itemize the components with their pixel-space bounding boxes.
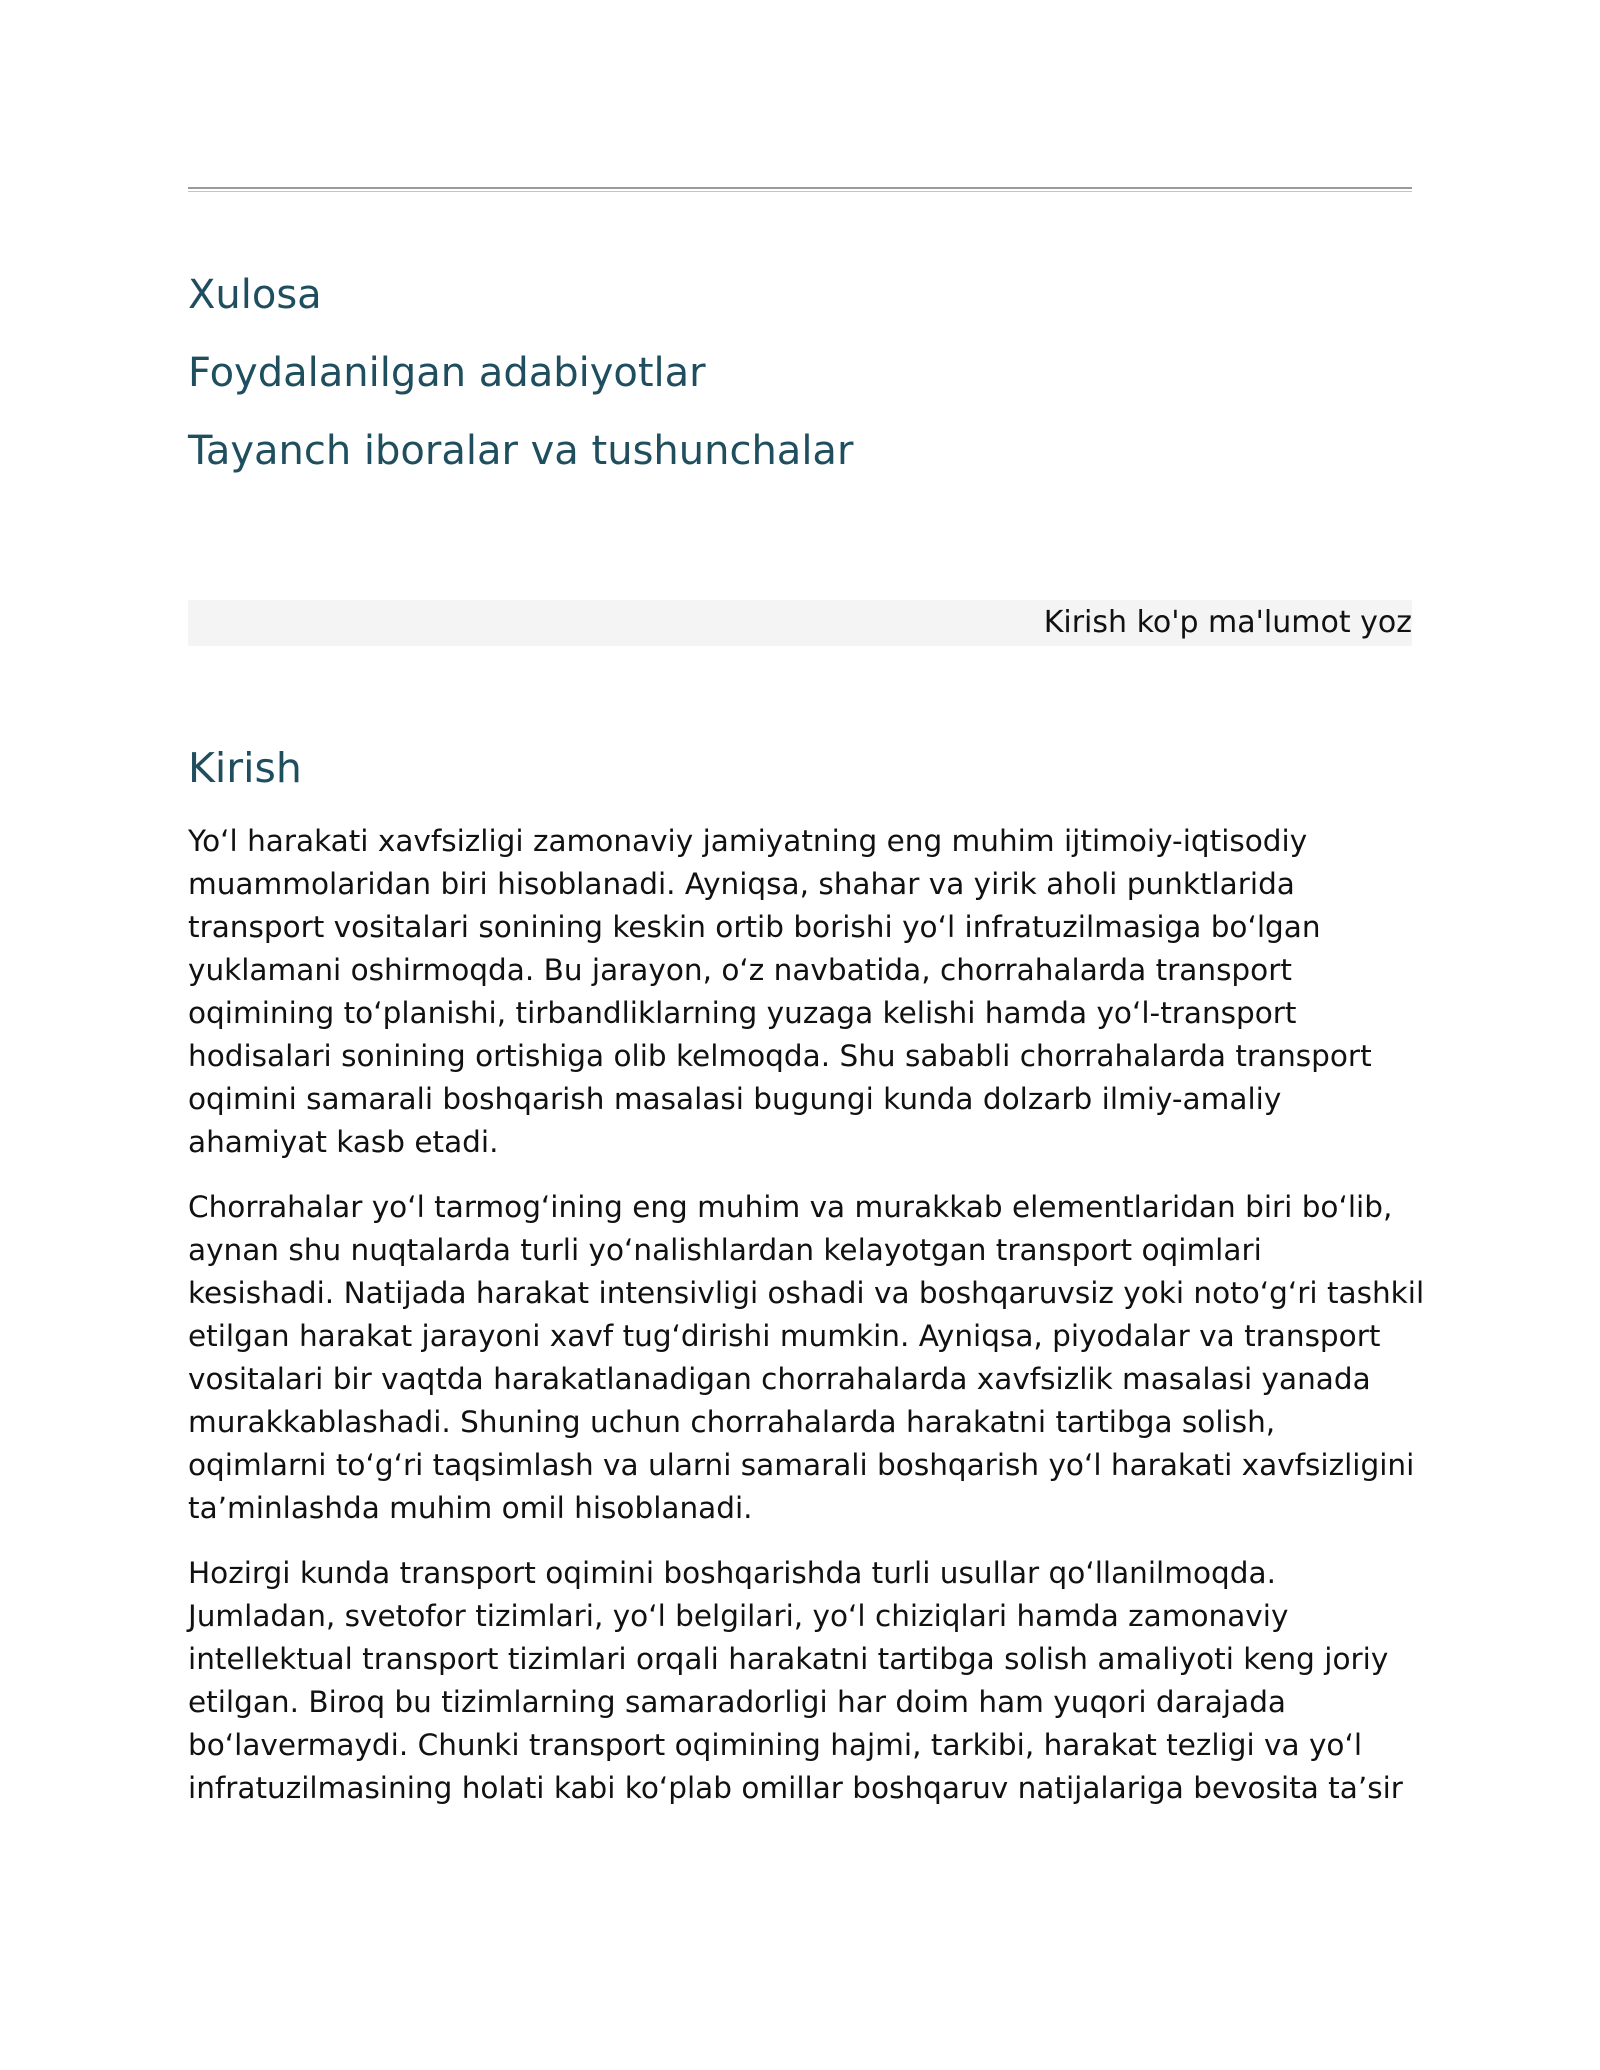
text-line: intellektual transport tizimlari orqali harakatni tartibga solish amaliyoti keng joriy bbox=[188, 1642, 1389, 1676]
text-line: vositalari bir vaqtda harakatlanadigan chorrahalarda xavfsizlik masalasi yanada bbox=[188, 1362, 1371, 1396]
text-line: etilgan. Biroq bu tizimlarning samaradorligi har doim ham yuqori darajada bbox=[188, 1685, 1287, 1719]
text-line: murakkablashadi. Shuning uchun chorrahalarda harakatni tartibga solish, bbox=[188, 1405, 1276, 1439]
toc-item-tayanch-iboralar[interactable]: Tayanch iboralar va tushunchalar bbox=[188, 428, 854, 474]
text-line: ahamiyat kasb etadi. bbox=[188, 1125, 499, 1159]
text-line: etilgan harakat jarayoni xavf tug‘dirishi mumkin. Ayniqsa, piyodalar va transport bbox=[188, 1319, 1381, 1353]
text-line: Hozirgi kunda transport oqimini boshqarishda turli usullar qo‘llanilmoqda. bbox=[188, 1556, 1276, 1590]
text-line: oqimini samarali boshqarish masalasi bugungi kunda dolzarb ilmiy-amaliy bbox=[188, 1082, 1282, 1116]
note-text: Kirish ko'p ma'lumot yoz bbox=[1043, 605, 1412, 640]
text-line: kesishadi. Natijada harakat intensivligi oshadi va boshqaruvsiz yoki noto‘g‘ri tashkil bbox=[188, 1276, 1425, 1310]
section-heading: Kirish bbox=[188, 744, 302, 792]
text-line: oqimlarni to‘g‘ri taqsimlash va ularni samarali boshqarish yo‘l harakati xavfsizligini bbox=[188, 1448, 1415, 1482]
text-line: transport vositalari sonining keskin ortib borishi yo‘l infratuzilmasiga bo‘lgan bbox=[188, 910, 1321, 944]
toc-item-xulosa[interactable]: Xulosa bbox=[188, 272, 322, 318]
text-line: bo‘lavermaydi. Chunki transport oqimining hajmi, tarkibi, harakat tezligi va yo‘l bbox=[188, 1728, 1363, 1762]
text-line: yuklamani oshirmoqda. Bu jarayon, o‘z navbatida, chorrahalarda transport bbox=[188, 953, 1292, 987]
text-line: muammolaridan biri hisoblanadi. Ayniqsa, shahar va yirik aholi punktlarida bbox=[188, 867, 1295, 901]
text-line: aynan shu nuqtalarda turli yo‘nalishlardan kelayotgan transport oqimlari bbox=[188, 1233, 1262, 1267]
table-of-contents bbox=[188, 256, 1412, 490]
text-line: infratuzilmasining holati kabi ko‘plab omillar boshqaruv natijalariga bevosita ta’sir bbox=[188, 1771, 1403, 1805]
text-line: ta’minlashda muhim omil hisoblanadi. bbox=[188, 1491, 753, 1525]
text-line: oqimining to‘planishi, tirbandliklarning yuzaga kelishi hamda yo‘l-transport bbox=[188, 996, 1297, 1030]
paragraph bbox=[188, 820, 1412, 1164]
text-line: Jumladan, svetofor tizimlari, yo‘l belgilari, yo‘l chiziqlari hamda zamonaviy bbox=[188, 1599, 1289, 1633]
section-body bbox=[188, 820, 1425, 1832]
horizontal-divider bbox=[188, 187, 1412, 192]
toc-item-adabiyotlar[interactable]: Foydalanilgan adabiyotlar bbox=[188, 350, 706, 396]
text-line: Yo‘l harakati xavfsizligi zamonaviy jamiyatning eng muhim ijtimoiy-iqtisodiy bbox=[188, 824, 1308, 858]
note-bar bbox=[188, 600, 1412, 646]
paragraph bbox=[188, 1552, 1412, 1810]
text-line: hodisalari sonining ortishiga olib kelmoqda. Shu sababli chorrahalarda transport bbox=[188, 1039, 1372, 1073]
paragraph bbox=[188, 1186, 1425, 1530]
text-line: Chorrahalar yo‘l tarmog‘ining eng muhim va murakkab elementlaridan biri bo‘lib, bbox=[188, 1190, 1393, 1224]
